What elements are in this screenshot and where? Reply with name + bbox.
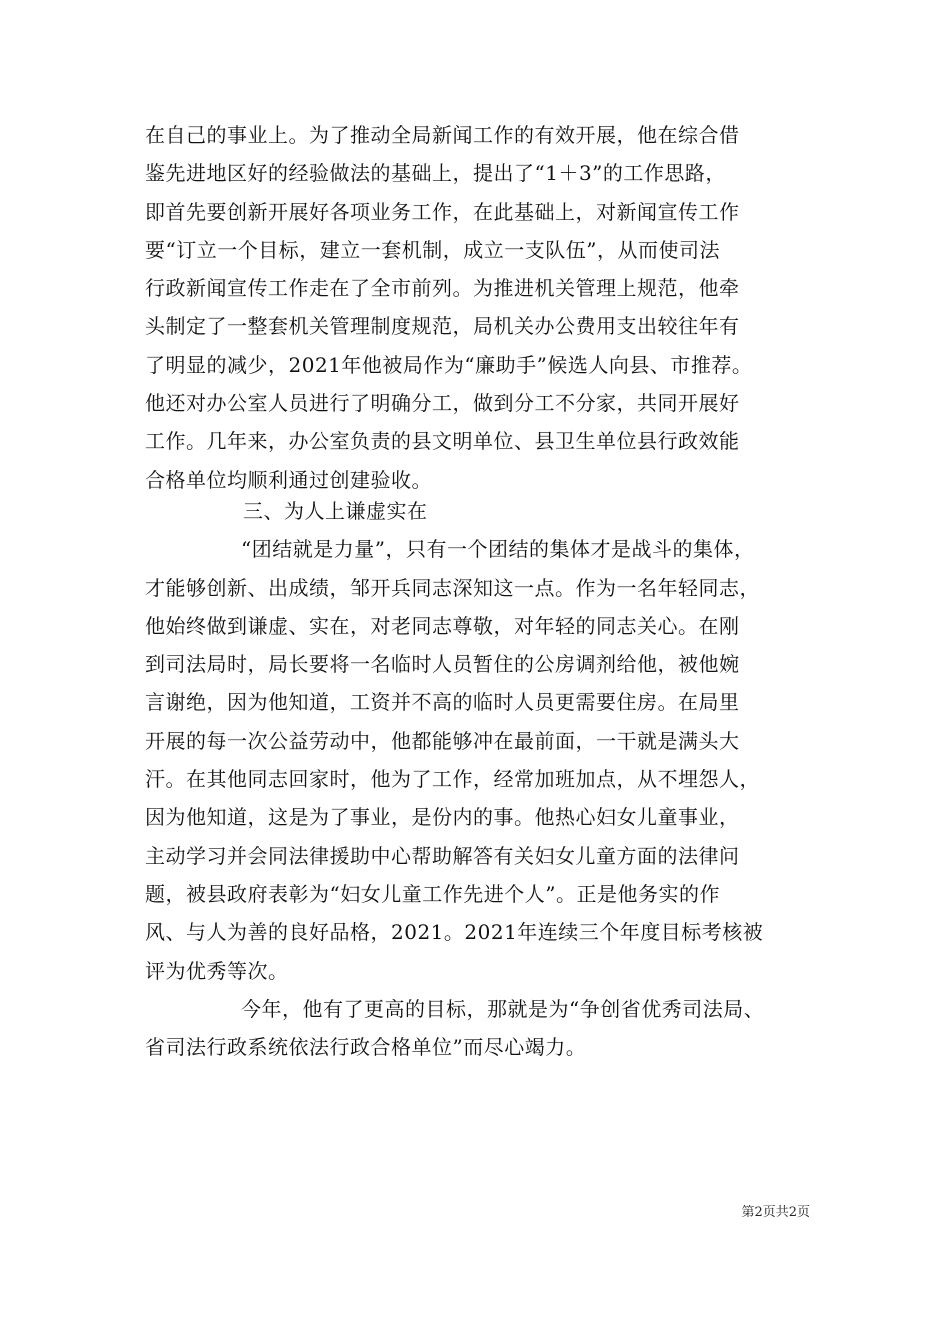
text-line: 即首先要创新开展好各项业务工作，在此基础上，对新闻宣传工作	[145, 199, 740, 224]
text-line: 言谢绝，因为他知道，工资并不高的临时人员更需要住房。在局里	[145, 690, 740, 715]
text-line: 到司法局时，局长要将一名临时人员暂住的公房调剂给他，被他婉	[145, 652, 740, 677]
text-line: 行政新闻宣传工作走在了全市前列。为推进机关管理上规范，他牵	[145, 276, 740, 301]
text-line: 主动学习并会同法律援助中心帮助解答有关妇女儿童方面的法律问	[145, 843, 740, 868]
text-line: “团结就是力量”，只有一个团结的集体才是战斗的集体，	[241, 537, 755, 562]
text-line: 评为优秀等次。	[145, 958, 289, 983]
text-line: 他还对办公室人员进行了明确分工，做到分工不分家，共同开展好	[145, 391, 740, 416]
text-line: 今年，他有了更高的目标，那就是为“争创省优秀司法局、	[241, 997, 765, 1021]
text-line: 了明显的减少，2021年他被局作为“廉助手”候选人向县、市推荐。	[145, 352, 753, 377]
text-line: 才能够创新、出成绩，邹开兵同志深知这一点。作为一名年轻同志，	[145, 575, 760, 600]
text-line: 汗。在其他同志回家时，他为了工作，经常加班加点，从不埋怨人，	[145, 767, 760, 792]
text-line: 头制定了一整套机关管理制度规范，局机关办公费用支出较往年有	[145, 314, 740, 339]
text-line: 合格单位均顺利通过创建验收。	[145, 467, 432, 492]
text-line: 要“订立一个目标，建立一套机制，成立一支队伍”，从而使司法	[145, 237, 720, 262]
text-line: 因为他知道，这是为了事业，是份内的事。他热心妇女儿童事业，	[145, 805, 740, 830]
text-line: 开展的每一次公益劳动中，他都能够冲在最前面，一干就是满头大	[145, 728, 740, 753]
text-line: 风、与人为善的良好品格，2021。2021年连续三个年度目标考核被	[145, 920, 764, 945]
paragraph-1	[145, 116, 825, 499]
text-line: 他始终做到谦虚、实在，对老同志尊敬，对年轻的同志关心。在刚	[145, 613, 740, 638]
text-line: 省司法行政系统依法行政合格单位”而尽心竭力。	[145, 1035, 587, 1060]
text-line: 工作。几年来，办公室负责的县文明单位、县卫生单位县行政效能	[145, 429, 740, 454]
section-heading: 三、为人上谦虚实在	[243, 499, 428, 523]
text-line: 题，被县政府表彰为“妇女儿童工作先进个人”。正是他务实的作	[145, 881, 720, 906]
text-line: 在自己的事业上。为了推动全局新闻工作的有效开展，他在综合借	[145, 123, 740, 147]
paragraph-3	[145, 990, 825, 1067]
section-3	[145, 492, 825, 990]
page-number: 第2页共2页	[741, 1205, 810, 1220]
text-line: 鉴先进地区好的经验做法的基础上，提出了“1＋3”的工作思路，	[145, 161, 726, 186]
